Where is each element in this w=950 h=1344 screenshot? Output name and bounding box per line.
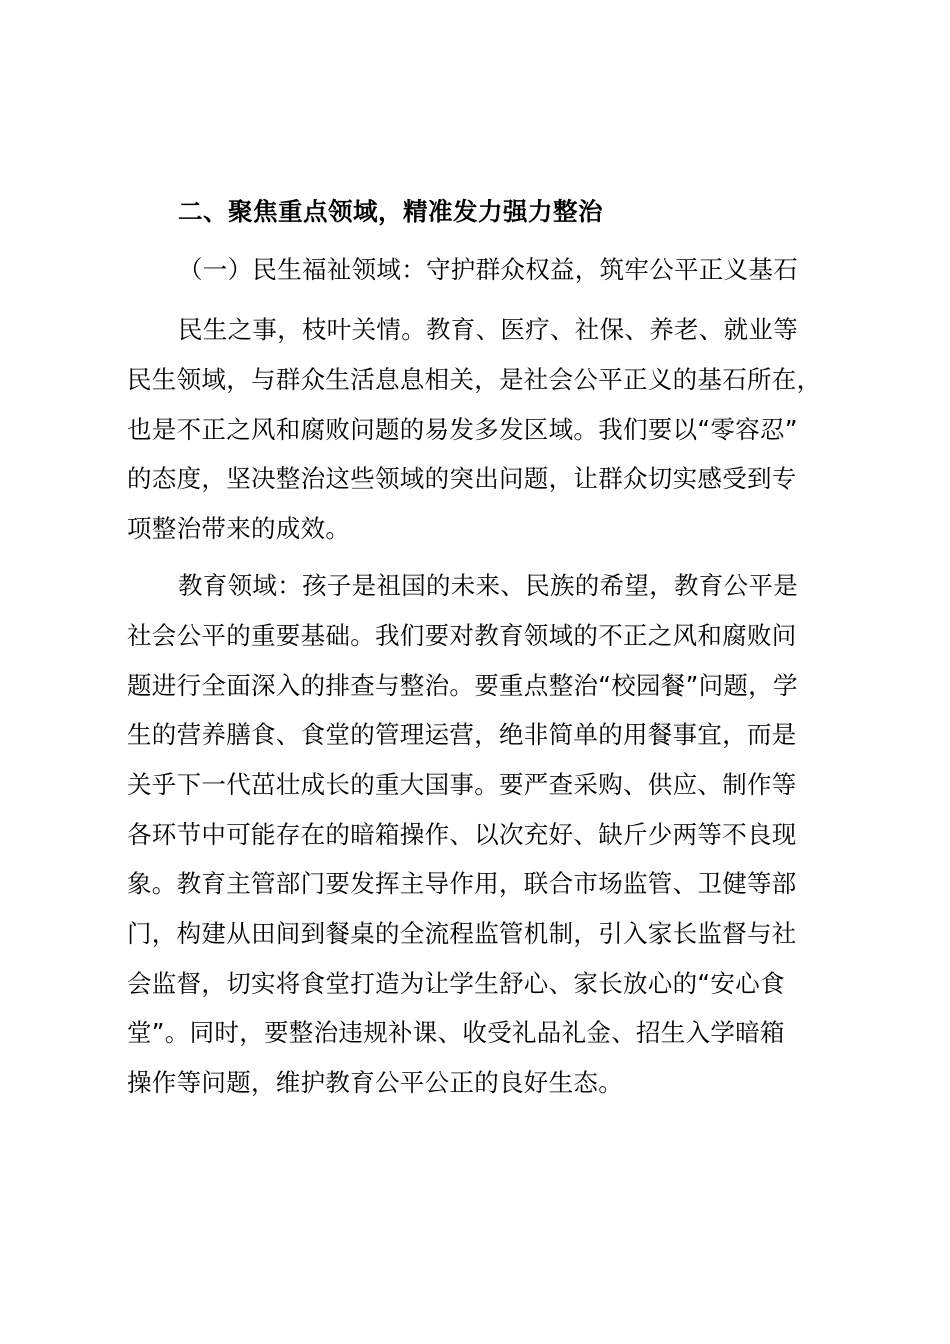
paragraph2-line: 题进行全面深入的排查与整治。要重点整治“校园餐”问题，学 (127, 671, 798, 700)
paragraph1-line: 的态度，坚决整治这些领域的突出问题，让群众切实感受到专 (127, 464, 797, 493)
paragraph1-line: 也是不正之风和腐败问题的易发多发区域。我们要以“零容忍” (127, 415, 798, 444)
section-heading: 二、聚焦重点领域，精准发力强力整治 (178, 197, 603, 226)
paragraph2-line: 堂”。同时，要整治违规补课、收受礼品礼金、招生入学暗箱 (127, 1018, 785, 1047)
paragraph2-line: 社会公平的重要基础。我们要对教育领域的不正之风和腐败问 (127, 621, 797, 650)
paragraph1-line: 民生之事，枝叶关情。教育、医疗、社保、养老、就业等 (178, 315, 798, 344)
paragraph2-line: 象。教育主管部门要发挥主导作用，联合市场监管、卫健等部 (127, 869, 797, 898)
paragraph1-line: 项整治带来的成效。 (127, 514, 351, 543)
subsection-heading: （一）民生福祉领域：守护群众权益，筑牢公平正义基石 (178, 255, 798, 284)
paragraph2-line: 操作等问题，维护教育公平公正的良好生态。 (127, 1068, 623, 1097)
paragraph2-line: 教育领域：孩子是祖国的未来、民族的希望，教育公平是 (178, 571, 798, 600)
paragraph2-line: 关乎下一代茁壮成长的重大国事。要严查采购、供应、制作等 (127, 770, 797, 799)
paragraph1-line: 民生领域，与群众生活息息相关，是社会公平正义的基石所在， (127, 365, 822, 394)
paragraph2-line: 门，构建从田间到餐桌的全流程监管机制，引入家长监督与社 (127, 919, 797, 948)
paragraph2-line: 会监督，切实将食堂打造为让学生舒心、家长放心的“安心食 (127, 969, 785, 998)
paragraph2-line: 生的营养膳食、食堂的管理运营，绝非简单的用餐事宜，而是 (127, 720, 797, 749)
paragraph2-line: 各环节中可能存在的暗箱操作、以次充好、缺斤少两等不良现 (127, 820, 797, 849)
